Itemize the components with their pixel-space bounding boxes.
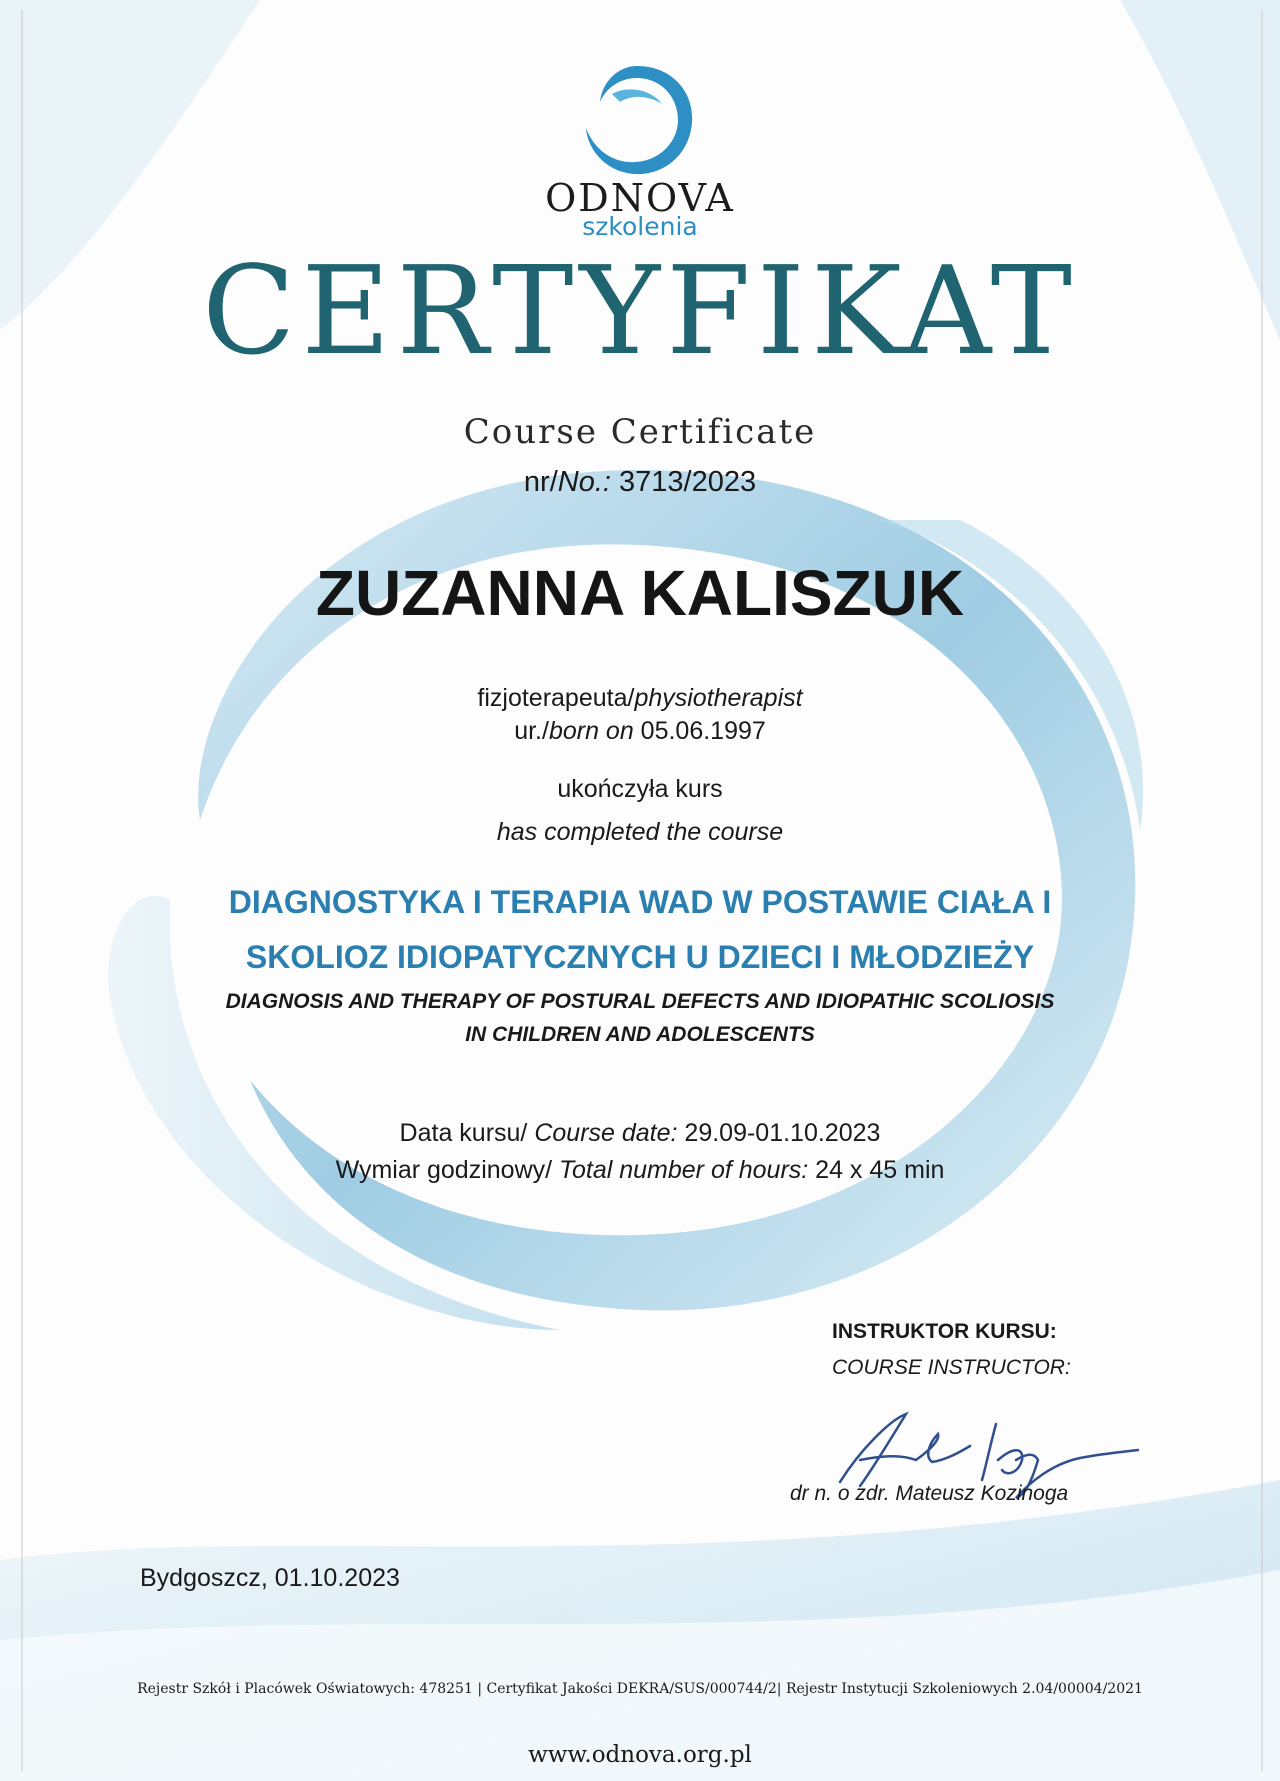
- born-pl: ur./: [514, 717, 549, 745]
- number-value: 3713/2023: [610, 466, 757, 498]
- instructor-name: dr n. o zdr. Mateusz Kozinoga: [790, 1482, 1069, 1505]
- hours-en: Total number of hours:: [559, 1156, 809, 1184]
- footer-url[interactable]: www.odnova.org.pl: [528, 1742, 752, 1768]
- odnova-logo-icon: [572, 58, 702, 188]
- profession-pl: fizjoterapeuta/: [477, 684, 635, 712]
- course-date-en: Course date:: [534, 1119, 678, 1147]
- brand-name: ODNOVA: [545, 176, 735, 220]
- course-title-pl-line1: DIAGNOSTYKA I TERAPIA WAD W POSTAWIE CIAŁA I: [228, 884, 1052, 920]
- course-date-pl: Data kursu/: [399, 1119, 535, 1147]
- number-prefix-pl: nr/: [523, 466, 558, 498]
- profession: [0, 684, 1280, 713]
- course-date-value: 29.09-01.10.2023: [677, 1119, 881, 1147]
- hours-pl: Wymiar godzinowy/: [335, 1156, 560, 1184]
- born-value: 05.06.1997: [633, 717, 766, 745]
- place-and-date: Bydgoszcz, 01.10.2023: [140, 1564, 400, 1592]
- course-hours: [0, 1156, 1280, 1185]
- instructor-label-en: COURSE INSTRUCTOR:: [832, 1356, 1071, 1379]
- profession-en: physiotherapist: [634, 684, 803, 712]
- certificate-subtitle: Course Certificate: [463, 412, 817, 452]
- course-title-en-line1: DIAGNOSIS AND THERAPY OF POSTURAL DEFECTS AND IDIOPATHIC SCOLIOSIS: [225, 990, 1055, 1013]
- born-en: born on: [548, 717, 634, 745]
- holder-name: ZUZANNA KALISZUK: [315, 557, 965, 629]
- hours-value: 24 x 45 min: [808, 1156, 945, 1184]
- instructor-label-pl: INSTRUKTOR KURSU:: [832, 1320, 1057, 1343]
- brand-subtitle: szkolenia: [582, 212, 698, 241]
- footer-registry: Rejestr Szkół i Placówek Oświatowych: 478251 | Certyfikat Jakości DEKRA/SUS/000744/2| Rejestr Instytucji Szkoleniowych 2.04/00004/2021: [137, 1681, 1143, 1697]
- course-title-pl-line2: SKOLIOZ IDIOPATYCZNYCH U DZIECI I MŁODZIEŻY: [245, 939, 1035, 975]
- course-date: [0, 1119, 1280, 1148]
- certificate-title: CERTYFIKAT: [202, 240, 1078, 382]
- number-prefix-en: No.:: [557, 466, 611, 498]
- birth-date: [0, 717, 1280, 746]
- course-title-en-line2: IN CHILDREN AND ADOLESCENTS: [465, 1023, 815, 1046]
- completed-text-pl: ukończyła kurs: [557, 775, 723, 803]
- certificate-number: [0, 466, 1280, 499]
- completed-text-en: has completed the course: [496, 818, 784, 846]
